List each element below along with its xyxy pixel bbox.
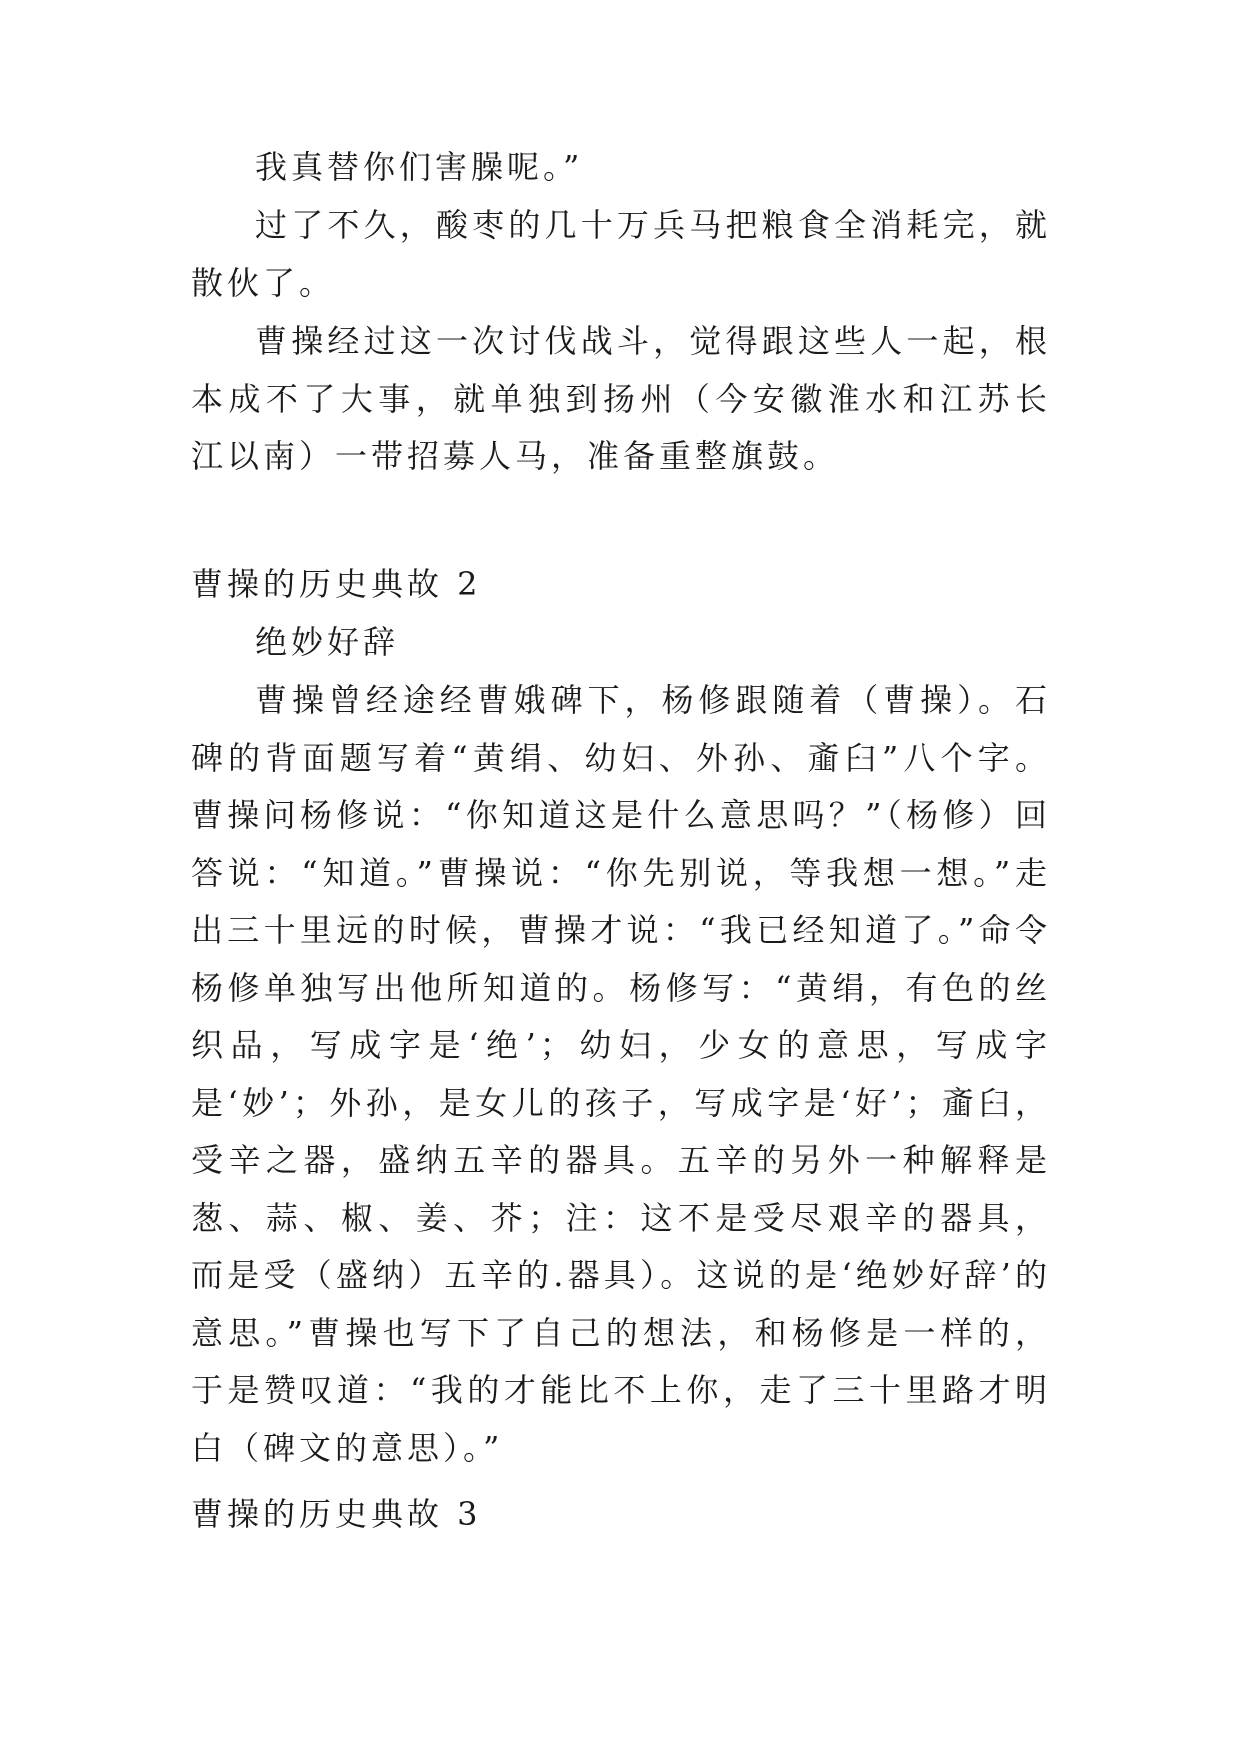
paragraph-closing-quote: 我真替你们害臊呢。” — [255, 148, 584, 186]
paragraph-recruit-in-yangzhou: 曹操经过这一次讨伐战斗，觉得跟这些人一起，根本成不了大事，就单独到扬州（今安徽淮水和江苏长江以南）一带招募人马，准备重整旗鼓。 — [191, 322, 1051, 475]
section-2-body: 曹操曾经途经曹娥碑下，杨修跟随着（曹操）。石碑的背面题写着“黄绢、幼妇、外孙、齑臼”八个字。曹操问杨修说：“你知道这是什么意思吗？”（杨修）回答说：“知道。”曹操说：“你先别说，等我想一想。”走出三十里远的时候，曹操才说：“我已经知道了。”命令杨修单独写出他所知道的。杨修写：“黄绢，有色的丝织品，写成字是‘绝’；幼妇，少女的意思，写成字是‘妙’；外孙，是女儿的孩子，写成字是‘好’；齑臼，受辛之器，盛纳五辛的器具。五辛的另外一种解释是葱、蒜、椒、姜、芥；注：这不是受尽艰辛的器具，而是受（盛纳）五辛的.器具）。这说的是‘绝妙好辞’的意思。”曹操也写下了自己的想法，和杨修是一样的，于是赞叹道：“我的才能比不上你，走了三十里路才明白（碑文的意思）。” — [191, 681, 1051, 1467]
section-heading-3: 曹操的历史典故 3 — [191, 1495, 482, 1533]
section-heading-2: 曹操的历史典故 2 — [191, 565, 482, 603]
section-subtitle: 绝妙好辞 — [255, 623, 400, 661]
paragraph-army-disbanded: 过了不久，酸枣的几十万兵马把粮食全消耗完，就散伙了。 — [191, 206, 1051, 302]
